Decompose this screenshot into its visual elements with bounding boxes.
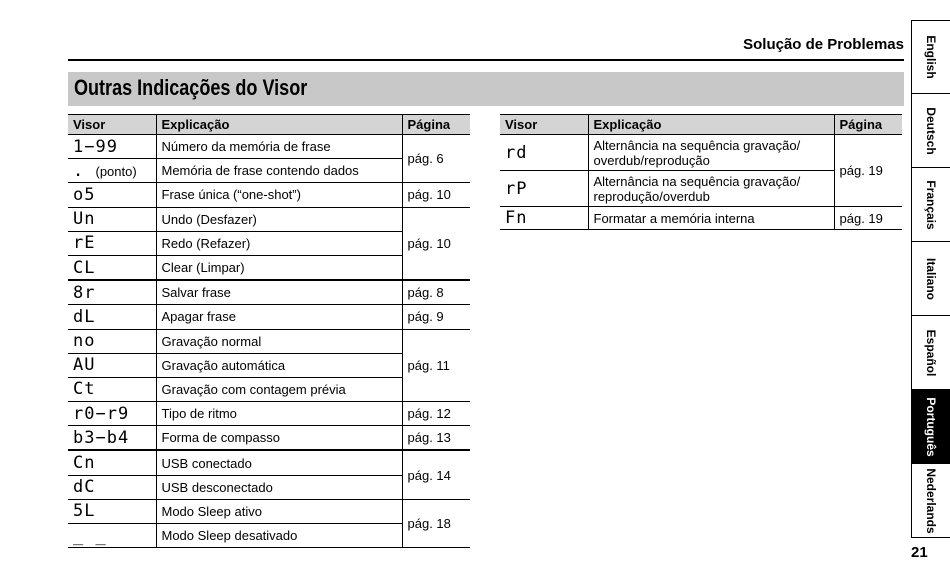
table-row (68, 499, 470, 523)
pagina-cell: pág. 13 (402, 426, 470, 451)
table-row (68, 183, 470, 207)
explicacao-cell: USB conectado (156, 450, 402, 475)
pagina-cell: pág. 18 (402, 499, 470, 547)
header-rule (68, 59, 904, 61)
visor-cell: 1−99 (68, 135, 156, 159)
explicacao-cell: Alternância na sequência gravação/ overdub/reprodução (588, 135, 834, 171)
visor-cell: Fn (500, 207, 588, 230)
right-indications-table (500, 114, 902, 230)
explicacao-cell: Modo Sleep ativo (156, 499, 402, 523)
column-header-explicacao: Explicação (156, 115, 402, 135)
column-header-pagina: Página (402, 115, 470, 135)
pagina-cell: pág. 14 (402, 450, 470, 499)
pagina-cell: pág. 11 (402, 329, 470, 402)
visor-cell: o5 (68, 183, 156, 207)
visor-cell: CL (68, 255, 156, 280)
section-title: Outras Indicações do Visor (74, 75, 308, 100)
visor-cell: dC (68, 475, 156, 499)
column-header-visor: Visor (500, 115, 588, 135)
language-tabs (911, 20, 950, 538)
visor-cell: AU (68, 353, 156, 377)
language-tab-nederlands[interactable] (911, 464, 950, 538)
pagina-cell: pág. 8 (402, 280, 470, 305)
explicacao-cell: Memória de frase contendo dados (156, 159, 402, 183)
visor-cell: b3−b4 (68, 426, 156, 451)
table-row (68, 329, 470, 353)
table-row (68, 280, 470, 305)
column-header-pagina: Página (834, 115, 902, 135)
page-header-title: Solução de Problemas (743, 36, 904, 53)
language-tab-italiano[interactable] (911, 242, 950, 316)
explicacao-cell: Gravação normal (156, 329, 402, 353)
language-tab-label: Nederlands (924, 467, 938, 534)
column-header-visor: Visor (68, 115, 156, 135)
language-tab-label: Português (924, 396, 938, 457)
explicacao-cell: Frase única (“one-shot”) (156, 183, 402, 207)
explicacao-cell: Redo (Refazer) (156, 231, 402, 255)
pagina-cell: pág. 10 (402, 207, 470, 280)
left-indications-table (68, 114, 470, 548)
language-tab-francais[interactable] (911, 168, 950, 242)
table-row (500, 135, 902, 171)
visor-note: (ponto) (95, 163, 137, 179)
explicacao-cell: Apagar frase (156, 305, 402, 329)
language-tab-label: Français (924, 179, 938, 230)
visor-dot: . (73, 160, 85, 181)
pagina-cell: pág. 12 (402, 402, 470, 426)
pagina-cell: pág. 6 (402, 135, 470, 183)
table-row (500, 207, 902, 230)
language-tab-label: Español (924, 329, 938, 376)
explicacao-cell: Gravação automática (156, 353, 402, 377)
table-row (68, 305, 470, 329)
table-row (68, 450, 470, 475)
table-header-row (500, 115, 902, 135)
table-header-row (68, 115, 470, 135)
pagina-cell: pág. 19 (834, 207, 902, 230)
explicacao-cell: Forma de compasso (156, 426, 402, 451)
language-tab-espanol[interactable] (911, 316, 950, 390)
explicacao-cell: Número da memória de frase (156, 135, 402, 159)
visor-cell: rP (500, 171, 588, 207)
table-row (68, 207, 470, 231)
language-tab-deutsch[interactable] (911, 94, 950, 168)
explicacao-cell: Gravação com contagem prévia (156, 377, 402, 401)
language-tab-label: Italiano (924, 257, 938, 300)
language-tab-portugues[interactable] (911, 390, 950, 464)
explicacao-cell: Modo Sleep desativado (156, 524, 402, 548)
pagina-cell: pág. 9 (402, 305, 470, 329)
visor-cell: rE (68, 231, 156, 255)
visor-cell (68, 159, 156, 183)
visor-cell: Ct (68, 377, 156, 401)
explicacao-cell: Alternância na sequência gravação/ reprodução/overdub (588, 171, 834, 207)
language-tab-label: English (924, 35, 938, 79)
explicacao-cell: USB desconectado (156, 475, 402, 499)
explicacao-cell: Tipo de ritmo (156, 402, 402, 426)
explicacao-cell: Clear (Limpar) (156, 255, 402, 280)
table-row (68, 135, 470, 159)
explicacao-cell: Formatar a memória interna (588, 207, 834, 230)
visor-cell: dL (68, 305, 156, 329)
page-number: 21 (911, 544, 928, 561)
explicacao-cell: Salvar frase (156, 280, 402, 305)
visor-cell: 5L (68, 499, 156, 523)
language-tab-english[interactable] (911, 20, 950, 94)
pagina-cell: pág. 19 (834, 135, 902, 207)
visor-cell: rd (500, 135, 588, 171)
visor-cell: Un (68, 207, 156, 231)
visor-cell: _ _ (68, 524, 156, 548)
language-tab-label: Deutsch (924, 106, 938, 155)
visor-cell: Cn (68, 450, 156, 475)
visor-cell: r0−r9 (68, 402, 156, 426)
visor-cell: 8r (68, 280, 156, 305)
column-header-explicacao: Explicação (588, 115, 834, 135)
table-row (68, 402, 470, 426)
table-row (68, 426, 470, 451)
visor-cell: no (68, 329, 156, 353)
pagina-cell: pág. 10 (402, 183, 470, 207)
explicacao-cell: Undo (Desfazer) (156, 207, 402, 231)
section-bar (68, 72, 904, 106)
